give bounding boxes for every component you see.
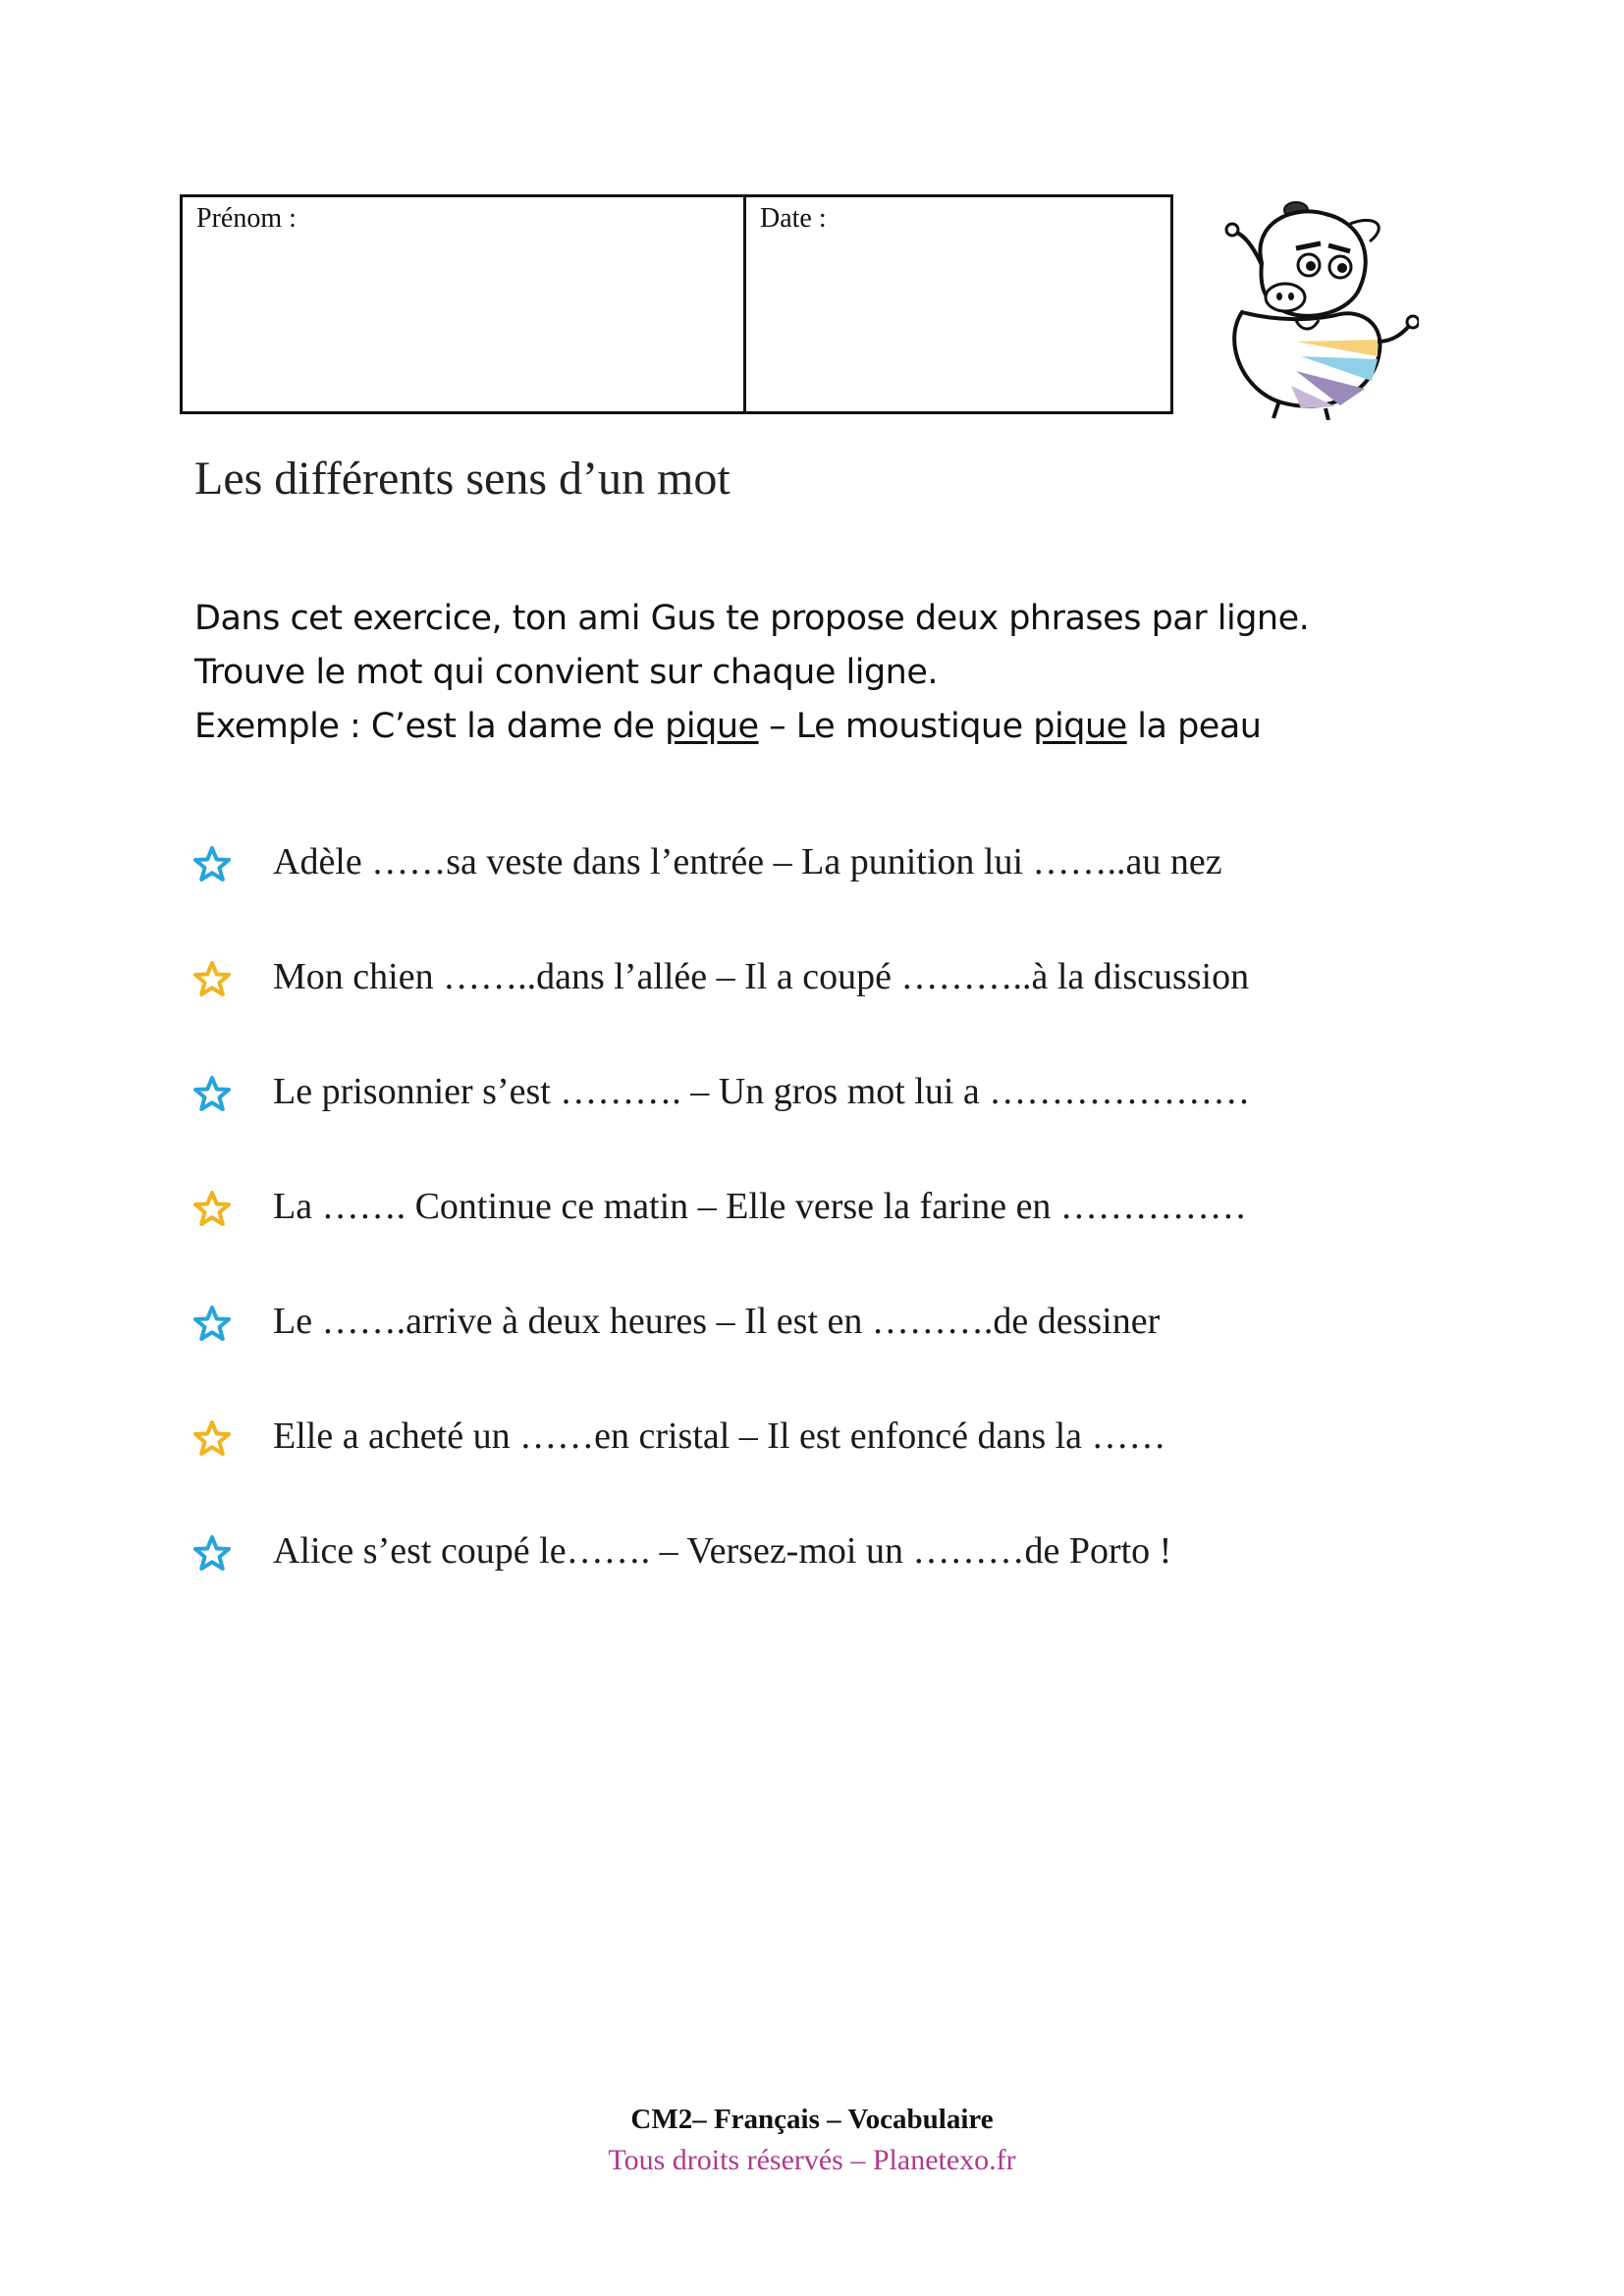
star-blue-icon [192, 1304, 232, 1343]
name-field[interactable] [183, 197, 746, 411]
footer-rights: Tous droits réservés – Planetexo.fr [608, 2144, 1016, 2176]
star-yellow-icon [192, 1418, 232, 1458]
exercise-item [192, 1185, 1469, 1300]
exercise-text: La ……. Continue ce matin – Elle verse la farine en …………… [273, 1186, 1247, 1227]
exercise-item [192, 955, 1469, 1070]
exercise-text: Le prisonnier s’est ………. – Un gros mot lui a ………………… [273, 1071, 1251, 1112]
star-blue-icon [192, 1074, 232, 1113]
example-suffix: la peau [1126, 707, 1262, 746]
header-table [180, 194, 1173, 414]
exercise-item [192, 1070, 1469, 1185]
page-title: Les différents sens d’un mot [194, 453, 731, 505]
instructions-line-1: Dans cet exercice, ton ami Gus te propose deux phrases par ligne. [194, 599, 1310, 638]
name-label: Prénom : [196, 203, 297, 234]
exercise-text: Alice s’est coupé le……. – Versez-moi un ………de Porto ! [273, 1530, 1172, 1572]
exercise-text: Adèle ……sa veste dans l’entrée – La punition lui ……..au nez [273, 841, 1222, 882]
footer-title: CM2– Français – Vocabulaire [630, 2104, 994, 2135]
exercise-item [192, 1529, 1469, 1644]
mascot-sheep-icon [1203, 194, 1419, 420]
exercise-text: Elle a acheté un ……en cristal – Il est enfoncé dans la …… [273, 1415, 1166, 1457]
example-prefix: Exemple : C’est la dame de [194, 707, 666, 746]
instructions-example [194, 700, 1309, 754]
exercise-item [192, 1300, 1469, 1415]
date-field[interactable] [746, 197, 1170, 411]
star-yellow-icon [192, 1189, 232, 1228]
exercise-item [192, 840, 1469, 955]
exercise-text: Mon chien ……..dans l’allée – Il a coupé ………..à la discussion [273, 956, 1250, 997]
example-word-2: pique [1033, 707, 1127, 746]
star-blue-icon [192, 1533, 232, 1573]
star-yellow-icon [192, 959, 232, 998]
exercise-text: Le …….arrive à deux heures – Il est en ……….de dessiner [273, 1301, 1161, 1342]
instructions [194, 592, 1309, 754]
star-blue-icon [192, 844, 232, 883]
exercise-list [192, 840, 1469, 1644]
date-label: Date : [760, 203, 827, 234]
example-middle: – Le moustique [758, 707, 1034, 746]
instructions-line-2: Trouve le mot qui convient sur chaque ligne. [194, 653, 939, 692]
example-word-1: pique [665, 707, 759, 746]
exercise-item [192, 1415, 1469, 1529]
